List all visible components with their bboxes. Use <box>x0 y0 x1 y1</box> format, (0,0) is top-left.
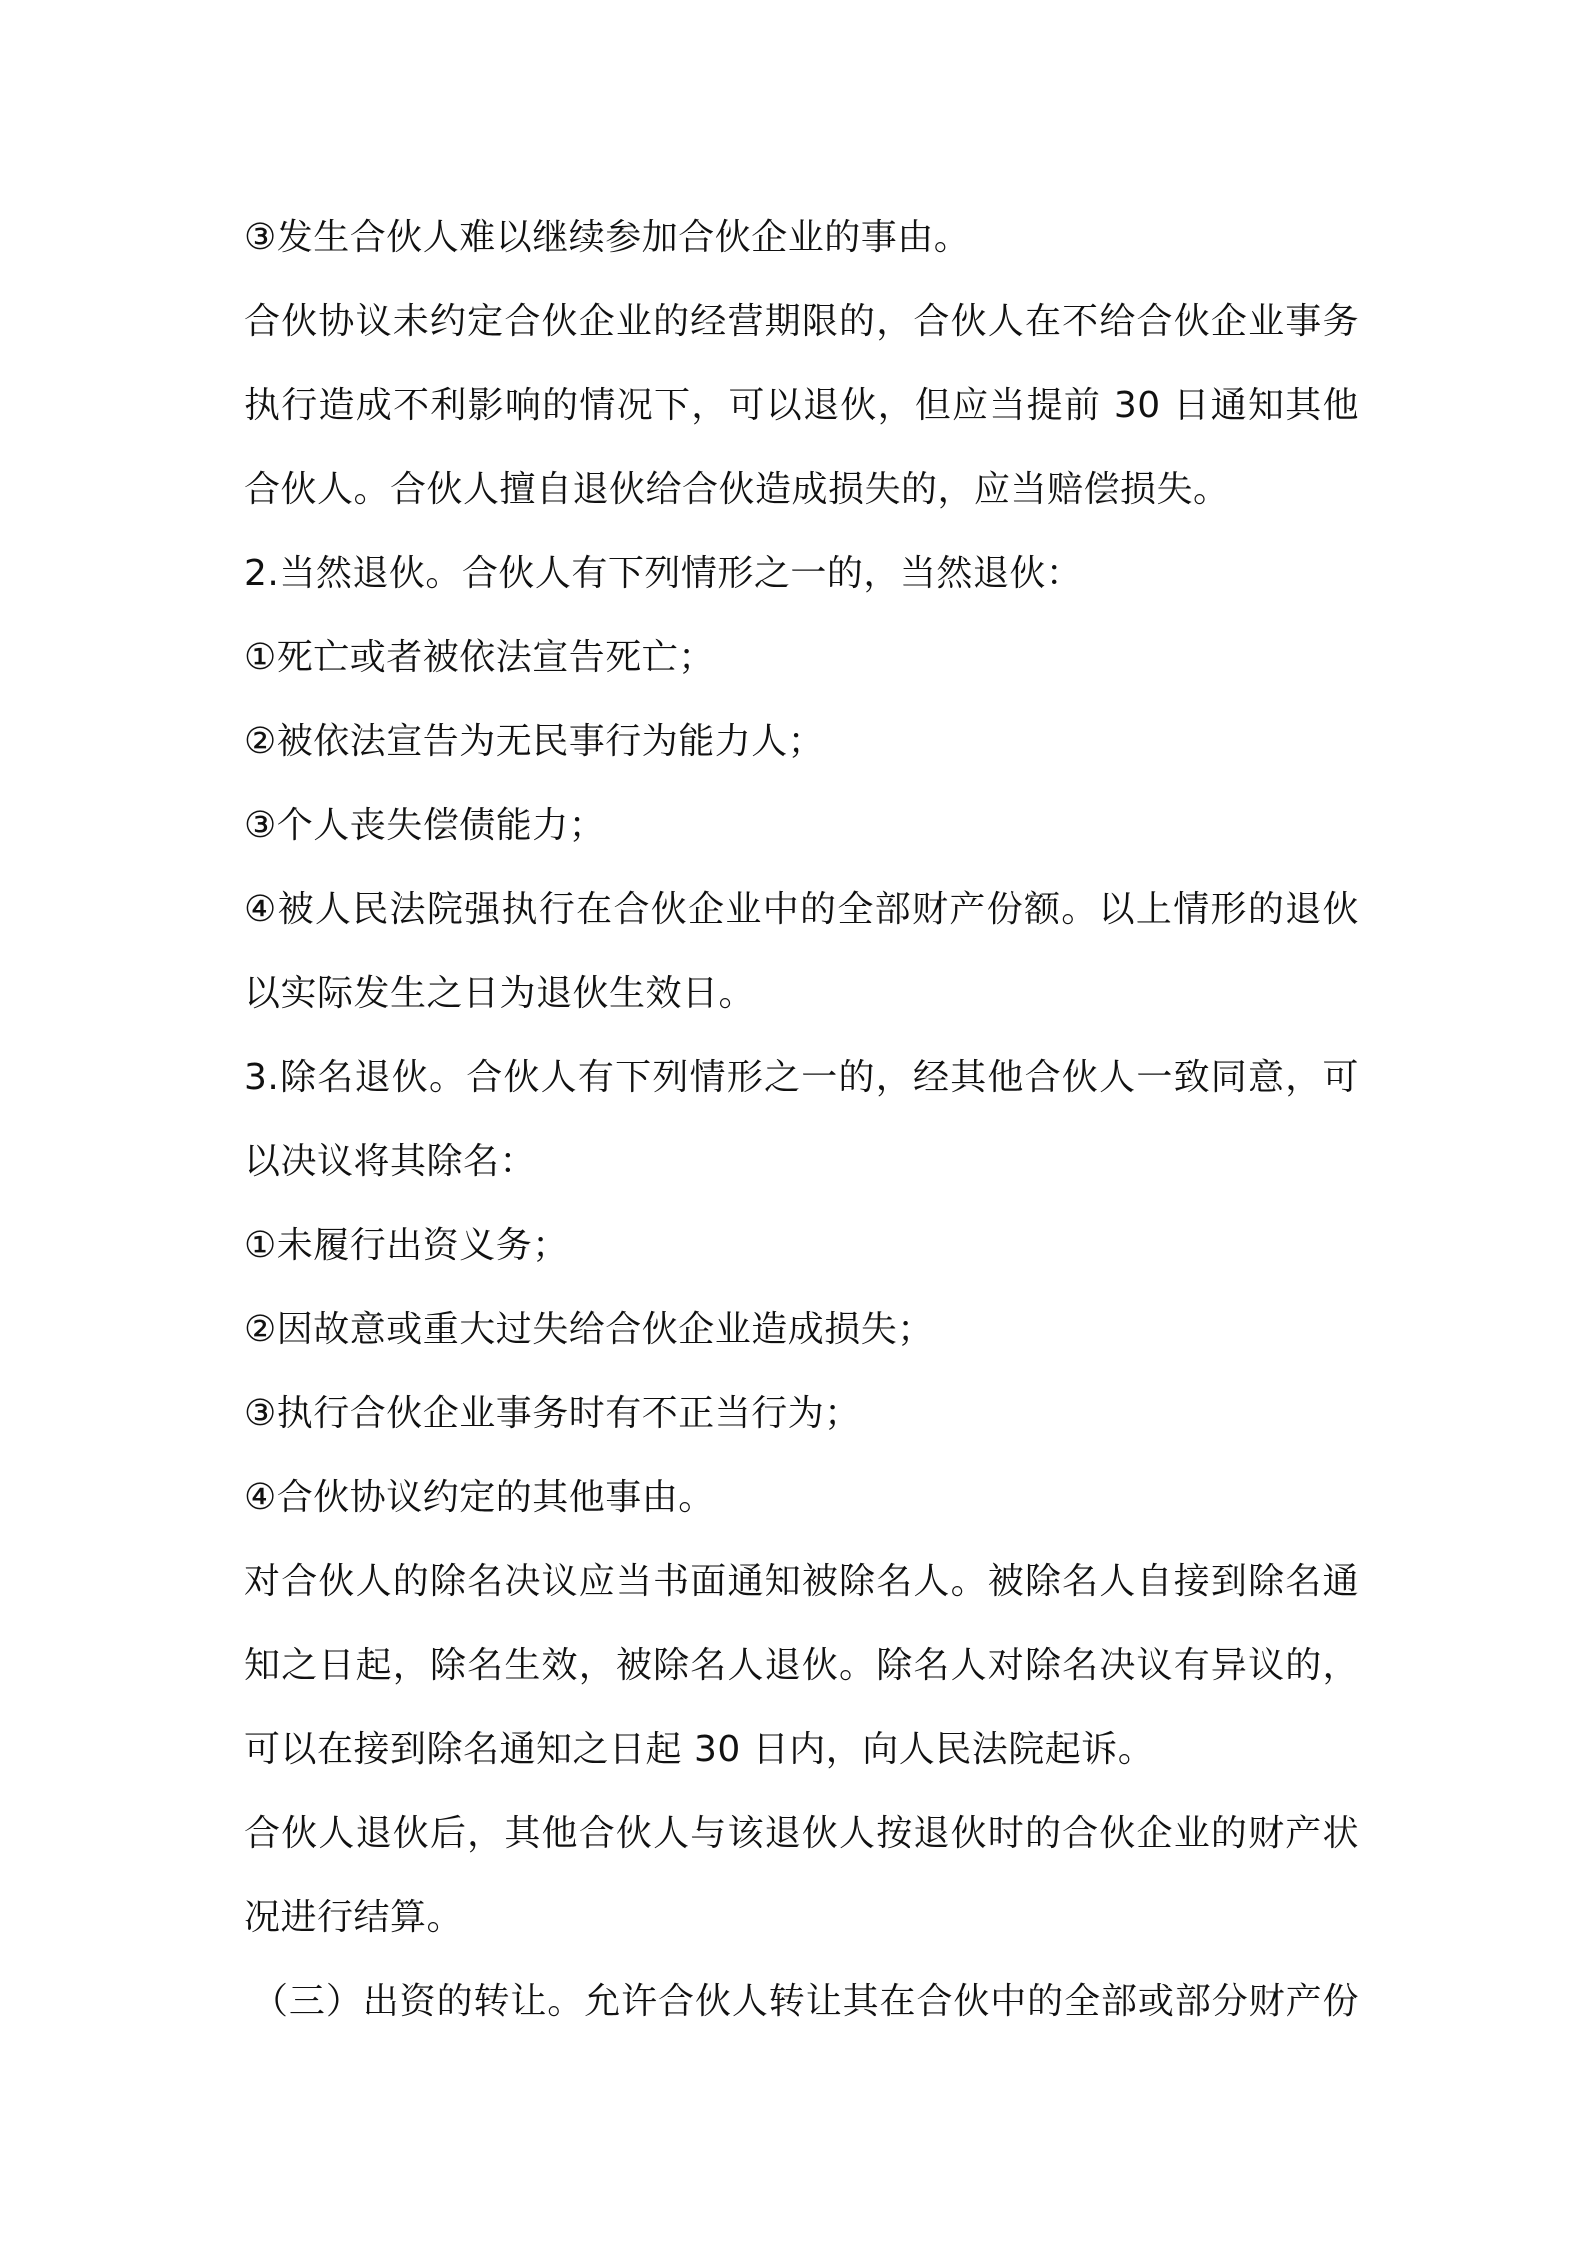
text-line: 3.除名退伙。合伙人有下列情形之一的，经其他合伙人一致同意，可 <box>244 1057 1359 1098</box>
text-line: ④合伙协议约定的其他事由。 <box>244 1477 715 1518</box>
text-line: 可以在接到除名通知之日起 30 日内，向人民法院起诉。 <box>244 1729 1155 1770</box>
text-line: ①死亡或者被依法宣告死亡； <box>244 637 715 678</box>
text-line: 合伙人退伙后，其他合伙人与该退伙人按退伙时的合伙企业的财产状 <box>244 1813 1359 1854</box>
text-line: ②因故意或重大过失给合伙企业造成损失； <box>244 1309 934 1350</box>
text-line: 知之日起，除名生效，被除名人退伙。除名人对除名决议有异议的， <box>244 1645 1359 1686</box>
text-line: 执行造成不利影响的情况下，可以退伙，但应当提前 30 日通知其他 <box>244 385 1359 426</box>
text-line: （三）出资的转让。允许合伙人转让其在合伙中的全部或部分财产份 <box>252 1981 1359 2022</box>
text-line: 2.当然退伙。合伙人有下列情形之一的，当然退伙： <box>244 553 1083 594</box>
text-line: 合伙人。合伙人擅自退伙给合伙造成损失的，应当赔偿损失。 <box>244 469 1230 510</box>
text-line: ③执行合伙企业事务时有不正当行为； <box>244 1393 861 1434</box>
text-line: 以决议将其除名： <box>244 1141 537 1182</box>
text-line: ②被依法宣告为无民事行为能力人； <box>244 721 825 762</box>
text-line: 对合伙人的除名决议应当书面通知被除名人。被除名人自接到除名通 <box>244 1561 1359 1602</box>
text-line: ①未履行出资义务； <box>244 1225 569 1266</box>
text-line: 以实际发生之日为退伙生效日。 <box>244 973 756 1014</box>
text-line: ③发生合伙人难以继续参加合伙企业的事由。 <box>244 217 971 258</box>
document-body <box>244 196 1359 2044</box>
text-line: ④被人民法院强执行在合伙企业中的全部财产份额。以上情形的退伙 <box>244 889 1359 930</box>
text-line: ③个人丧失偿债能力； <box>244 805 606 846</box>
text-line: 况进行结算。 <box>244 1897 464 1938</box>
text-line: 合伙协议未约定合伙企业的经营期限的，合伙人在不给合伙企业事务 <box>244 301 1359 342</box>
